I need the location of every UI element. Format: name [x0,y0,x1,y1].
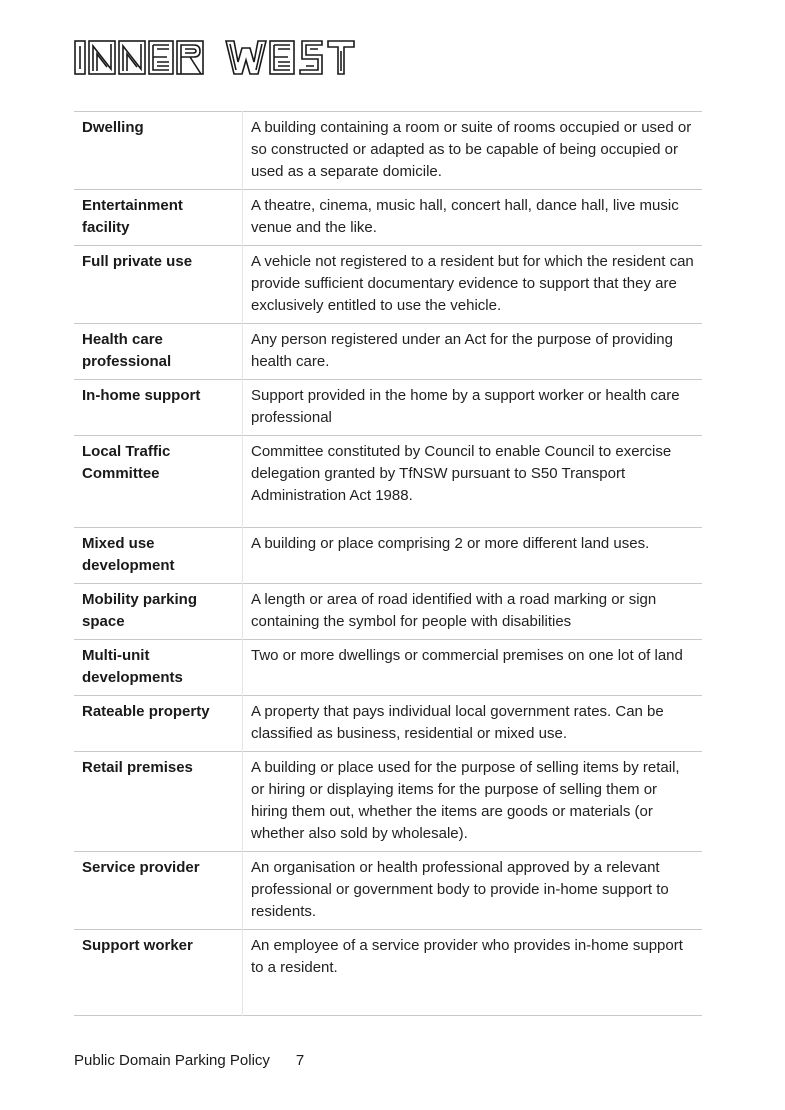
glossary-term: Dwelling [74,112,243,190]
page-footer [74,1052,304,1069]
glossary-term: Entertainment facility [74,190,243,246]
glossary-term: Support worker [74,930,243,1016]
glossary-term: Retail premises [74,752,243,852]
glossary-row [74,930,702,1016]
footer-document-title: Public Domain Parking Policy [74,1052,270,1069]
glossary-term: Rateable property [74,696,243,752]
footer-page-number: 7 [295,1052,305,1069]
glossary-row [74,436,702,528]
glossary-definition: A property that pays individual local government rates. Can be classified as business, residential or mixed use. [251,703,664,742]
glossary-term: Multi-unit developments [74,640,243,696]
glossary-definition: Support provided in the home by a support worker or health care professional [251,387,680,426]
glossary-definition: A building or place used for the purpose of selling items by retail, or hiring or displaying items for the purpose of selling them or hiring them out, whether the items are goods or materials (or whether also sold by wholesale). [251,759,680,842]
inner-west-logo [74,38,374,78]
glossary-definition: A length or area of road identified with a road marking or sign containing the symbol for people with disabilities [251,591,657,630]
glossary-definition: An employee of a service provider who provides in-home support to a resident. [251,937,683,976]
glossary-definition: An organisation or health professional approved by a relevant professional or government body to provide in-home support to residents. [251,859,669,920]
glossary-definition: A building containing a room or suite of rooms occupied or used or so constructed or adapted as to be capable of being occupied or used as a separate domicile. [251,119,692,180]
glossary-table [74,111,702,1016]
glossary-row [74,752,702,852]
glossary-term: Local Traffic Committee [74,436,243,528]
glossary-definition: Committee constituted by Council to enable Council to exercise delegation granted by TfNSW pursuant to S50 Transport Administration Act 1988. [251,443,672,504]
glossary-definition: Two or more dwellings or commercial premises on one lot of land [251,647,683,664]
glossary-row [74,246,702,324]
glossary-definition: A theatre, cinema, music hall, concert hall, dance hall, live music venue and the like. [251,197,679,236]
glossary-row [74,380,702,436]
glossary-row [74,584,702,640]
glossary-row [74,190,702,246]
glossary-row [74,696,702,752]
glossary-row [74,640,702,696]
glossary-definition: A vehicle not registered to a resident but for which the resident can provide sufficient documentary evidence to support that they are exclusively entitled to use the vehicle. [251,253,694,314]
glossary-term: Full private use [74,246,243,324]
glossary-term: Mixed use development [74,528,243,584]
glossary-term: Health care professional [74,324,243,380]
glossary-row [74,852,702,930]
glossary-term: Mobility parking space [74,584,243,640]
glossary-row [74,528,702,584]
glossary-row [74,324,702,380]
glossary-row [74,112,702,190]
glossary-definition: A building or place comprising 2 or more different land uses. [251,535,650,552]
glossary-term: Service provider [74,852,243,930]
glossary-definition: Any person registered under an Act for the purpose of providing health care. [251,331,673,370]
glossary-term: In-home support [74,380,243,436]
